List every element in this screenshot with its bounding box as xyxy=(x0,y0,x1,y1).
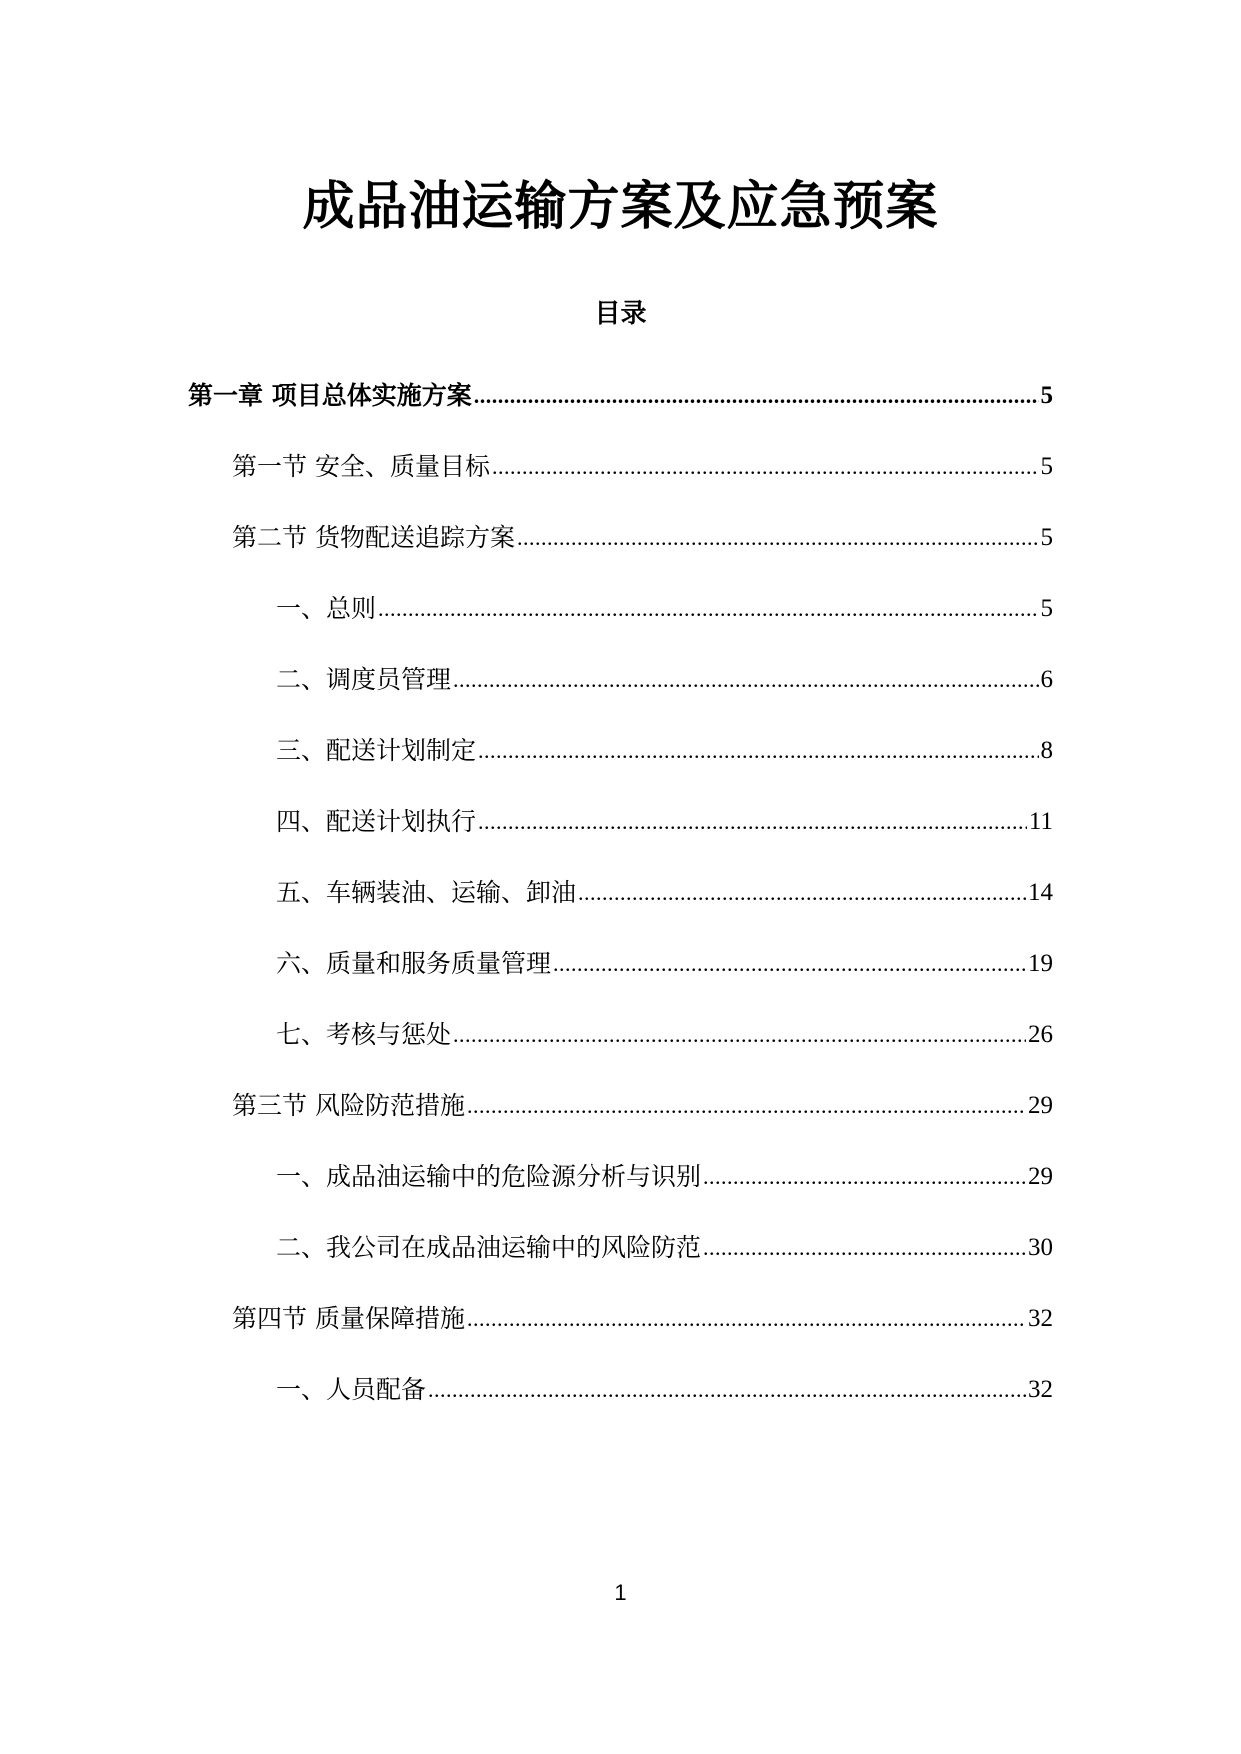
toc-entry-label: 第一章 项目总体实施方案 xyxy=(188,381,472,410)
toc-entry-label: 四、配送计划执行 xyxy=(276,807,477,836)
toc-entry-chapter-1[interactable] xyxy=(188,374,1053,414)
toc-entry-section-1[interactable] xyxy=(232,445,1053,485)
toc-entry-item[interactable] xyxy=(276,800,1053,840)
toc-entry-page: 14 xyxy=(1028,879,1053,906)
toc-heading: 目录 xyxy=(594,299,647,329)
toc-leader-dots xyxy=(578,875,1026,911)
toc-entry-label: 第二节 货物配送追踪方案 xyxy=(232,523,515,552)
toc-entry-label: 六、质量和服务质量管理 xyxy=(276,949,552,978)
toc-entry-page: 30 xyxy=(1028,1234,1053,1261)
toc-entry-item[interactable] xyxy=(276,587,1053,627)
toc-leader-dots xyxy=(703,1159,1026,1195)
toc-entry-item[interactable] xyxy=(276,942,1053,982)
page-number: 1 xyxy=(614,1580,627,1605)
toc-entry-label: 五、车辆装油、运输、卸油 xyxy=(276,878,577,907)
document-title: 成品油运输方案及应急预案 xyxy=(302,177,939,237)
toc-entry-item[interactable] xyxy=(276,1226,1053,1266)
toc-entry-item[interactable] xyxy=(276,1368,1053,1408)
toc-leader-dots xyxy=(453,662,1038,698)
toc-leader-dots xyxy=(467,1088,1026,1124)
toc-leader-dots xyxy=(378,591,1038,627)
toc-entry-page: 32 xyxy=(1028,1305,1053,1332)
toc-leader-dots xyxy=(553,946,1026,982)
toc-entry-label: 二、我公司在成品油运输中的风险防范 xyxy=(276,1233,702,1262)
toc-entry-page: 29 xyxy=(1028,1163,1053,1190)
toc-entry-label: 一、人员配备 xyxy=(276,1375,427,1404)
toc-entry-page: 29 xyxy=(1028,1092,1053,1119)
toc-leader-dots xyxy=(517,520,1039,556)
toc-entry-label: 一、成品油运输中的危险源分析与识别 xyxy=(276,1162,702,1191)
toc-entry-page: 5 xyxy=(1040,524,1053,551)
toc-entry-label: 第三节 风险防范措施 xyxy=(232,1091,465,1120)
toc-leader-dots xyxy=(453,1017,1026,1053)
toc-entry-page: 11 xyxy=(1028,808,1053,835)
toc-entry-item[interactable] xyxy=(276,729,1053,769)
toc-leader-dots xyxy=(474,378,1039,414)
toc-leader-dots xyxy=(492,449,1039,485)
toc-entry-label: 第一节 安全、质量目标 xyxy=(232,452,490,481)
toc-entry-item[interactable] xyxy=(276,871,1053,911)
toc-entry-item[interactable] xyxy=(276,658,1053,698)
toc-leader-dots xyxy=(478,733,1038,769)
toc-entry-page: 5 xyxy=(1040,453,1053,480)
toc-entry-label: 二、调度员管理 xyxy=(276,665,452,694)
toc-entry-section-2[interactable] xyxy=(232,516,1053,556)
toc-entry-page: 5 xyxy=(1040,382,1053,409)
toc-entry-page: 26 xyxy=(1028,1021,1053,1048)
toc-entry-page: 32 xyxy=(1028,1376,1053,1403)
toc-entry-page: 6 xyxy=(1040,666,1053,693)
toc-entry-section-4[interactable] xyxy=(232,1297,1053,1337)
toc-entry-section-3[interactable] xyxy=(232,1084,1053,1124)
toc-leader-dots xyxy=(703,1230,1026,1266)
toc-entry-label: 三、配送计划制定 xyxy=(276,736,477,765)
toc-entry-page: 19 xyxy=(1028,950,1053,977)
toc-leader-dots xyxy=(428,1372,1026,1408)
toc-leader-dots xyxy=(467,1301,1026,1337)
toc-entry-label: 第四节 质量保障措施 xyxy=(232,1304,465,1333)
toc-entry-item[interactable] xyxy=(276,1155,1053,1195)
toc-entry-page: 5 xyxy=(1040,595,1053,622)
toc-leader-dots xyxy=(478,804,1027,840)
toc-entry-label: 一、总则 xyxy=(276,594,377,623)
toc-entry-item[interactable] xyxy=(276,1013,1053,1053)
toc-entry-page: 8 xyxy=(1040,737,1053,764)
toc-entry-label: 七、考核与惩处 xyxy=(276,1020,452,1049)
